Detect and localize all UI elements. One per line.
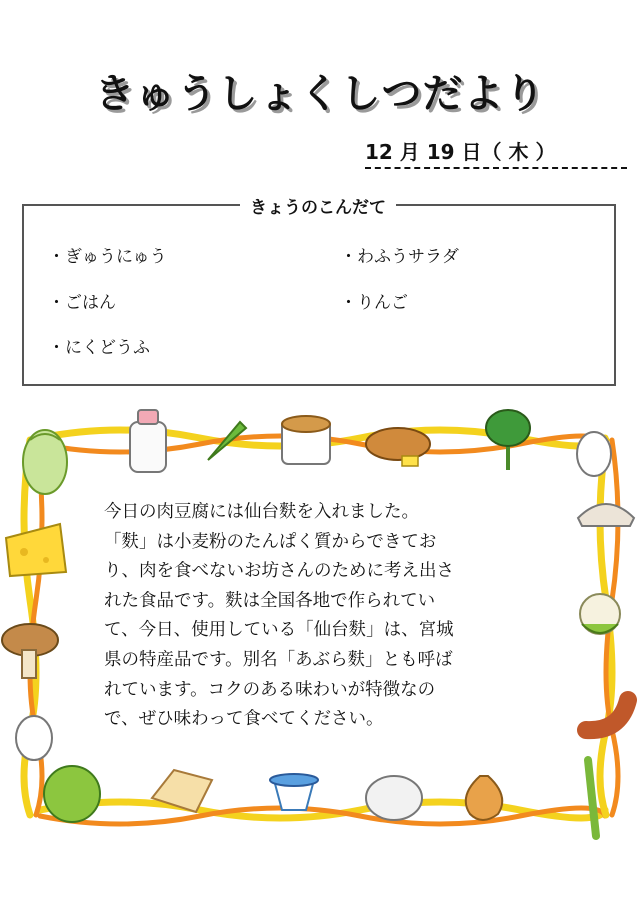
milk-bottle-icon <box>130 410 166 472</box>
butter-icon <box>402 456 418 466</box>
rice-bowl-icon <box>366 776 422 820</box>
menu-item-rice: ・ごはん <box>48 293 116 313</box>
cauliflower-icon <box>580 594 620 634</box>
message-line: 県の特産品です。別名「あぶら麩」とも呼ば <box>104 649 453 670</box>
message-line: れた食品です。麩は全国各地で作られてい <box>104 590 436 611</box>
egg-icon <box>16 716 52 760</box>
message-line: 今日の肉豆腐には仙台麩を入れました。 <box>104 502 419 522</box>
message-line: て、今日、使用している「仙台麩」は、宮城 <box>104 620 454 641</box>
asparagus-icon <box>588 760 596 836</box>
date-line: 12 月 19 日（ 木 ） <box>365 136 627 169</box>
cheese-icon <box>6 524 66 576</box>
message-line: 「麩」は小麦粉のたんぱく質からできてお <box>104 531 437 552</box>
message-line: で、ぜひ味わって食べてください。 <box>104 709 384 730</box>
menu-heading: きょうのこんだて <box>240 193 396 218</box>
menu-item-milk: ・ぎゅうにゅう <box>48 247 167 267</box>
menu-item-salad: ・わふうサラダ <box>340 247 459 267</box>
onion-icon <box>466 776 502 820</box>
message-line: り、肉を食べないお坊さんのために考え出さ <box>104 561 454 582</box>
menu-item-nikudofu: ・にくどうふ <box>48 338 150 358</box>
cabbage-icon <box>23 430 67 494</box>
clam-icon <box>578 504 634 526</box>
message-text <box>104 498 544 735</box>
spinach-icon <box>486 410 530 470</box>
natto-icon <box>282 416 330 464</box>
yogurt-icon <box>270 774 318 810</box>
mushroom-icon <box>2 624 58 678</box>
page-title: きゅうしょくしつだより <box>94 71 546 117</box>
bread-icon <box>366 428 430 460</box>
egg-icon <box>577 432 611 476</box>
menu-item-apple: ・りんご <box>340 293 408 313</box>
message-line: れています。コクのある味わいが特徴なの <box>104 679 436 700</box>
cabbage-icon <box>44 766 100 822</box>
